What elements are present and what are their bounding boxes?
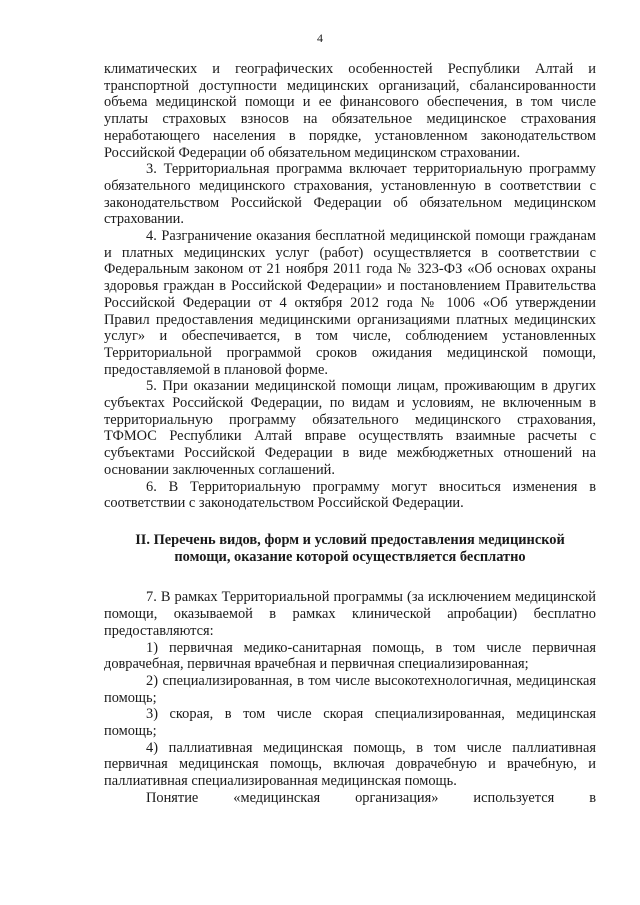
- paragraph-item-3: 3. Территориальная программа включает территориальную программу обязательного медицинского страхования, установленную в соответствии с законодательством Российской Федерации об обязательном медицинском страховании.: [104, 161, 596, 228]
- paragraph-definition: Понятие «медицинская организация» используется в: [146, 789, 596, 806]
- paragraph-item-5: 5. При оказании медицинской помощи лицам, проживающим в других субъектах Российской Федерации, по видам и условиям, не включенным в территориальную программу обязательного медицинского страхования, ТФМОС Республики Алтай вправе осуществлять взаимные расчеты с субъектами Российской Федерации в виде межбюджетных отношений на основании заключенных соглашений.: [104, 378, 596, 478]
- paragraph-item-6: 6. В Территориальную программу могут вноситься изменения в соответствии с законодательством Российской Федерации.: [104, 478, 596, 512]
- list-item-emergency-care: 3) скорая, в том числе скорая специализированная, медицинская помощь;: [104, 706, 596, 740]
- document-body: [104, 61, 596, 807]
- paragraph-item-7: 7. В рамках Территориальной программы (за исключением медицинской помощи, оказываемой в рамках клинической апробации) бесплатно предоставляются:: [104, 589, 596, 639]
- list-item-palliative-care: 4) паллиативная медицинская помощь, в том числе паллиативная первичная медицинская помощь, включая доврачебную и врачебную, и паллиативная специализированная медицинская помощь.: [104, 739, 596, 790]
- paragraph-continuation: климатических и географических особенностей Республики Алтай и транспортной доступности медицинских организаций, сбалансированности объема медицинской помощи и ее финансового обеспечения, в том числе уплаты страховых взносов на обязательное медицинское страхования неработающего населения в порядке, установленном законодательством Российской Федерации об обязательном медицинском страховании.: [104, 61, 596, 161]
- paragraph-item-4: 4. Разграничение оказания бесплатной медицинской помощи гражданам и платных медицинских услуг (работ) осуществляется в соответствии с Федеральным законом от 21 ноября 2011 года № 323-ФЗ «Об основах охраны здоровья граждан в Российской Федерации» и постановлением Правительства Российской Федерации от 4 октября 2012 года № 1006 «Об утверждении Правил предоставления медицинскими организациями платных медицинских услуг» и обеспечивается, в том числе, соблюдением установленных Территориальной программой сроков ожидания медицинской помощи, предоставляемой в плановой форме.: [104, 228, 596, 378]
- list-item-primary-care: 1) первичная медико-санитарная помощь, в том числе первичная доврачебная, первичная врачебная и первичная специализированная;: [104, 639, 596, 673]
- list-item-specialized-care: 2) специализированная, в том числе высокотехнологичная, медицинская помощь;: [104, 672, 596, 706]
- page-number: 4: [317, 31, 323, 45]
- section-heading: II. Перечень видов, форм и условий предоставления медицинской помощи, оказание которой осуществляется бесплатно: [135, 531, 565, 565]
